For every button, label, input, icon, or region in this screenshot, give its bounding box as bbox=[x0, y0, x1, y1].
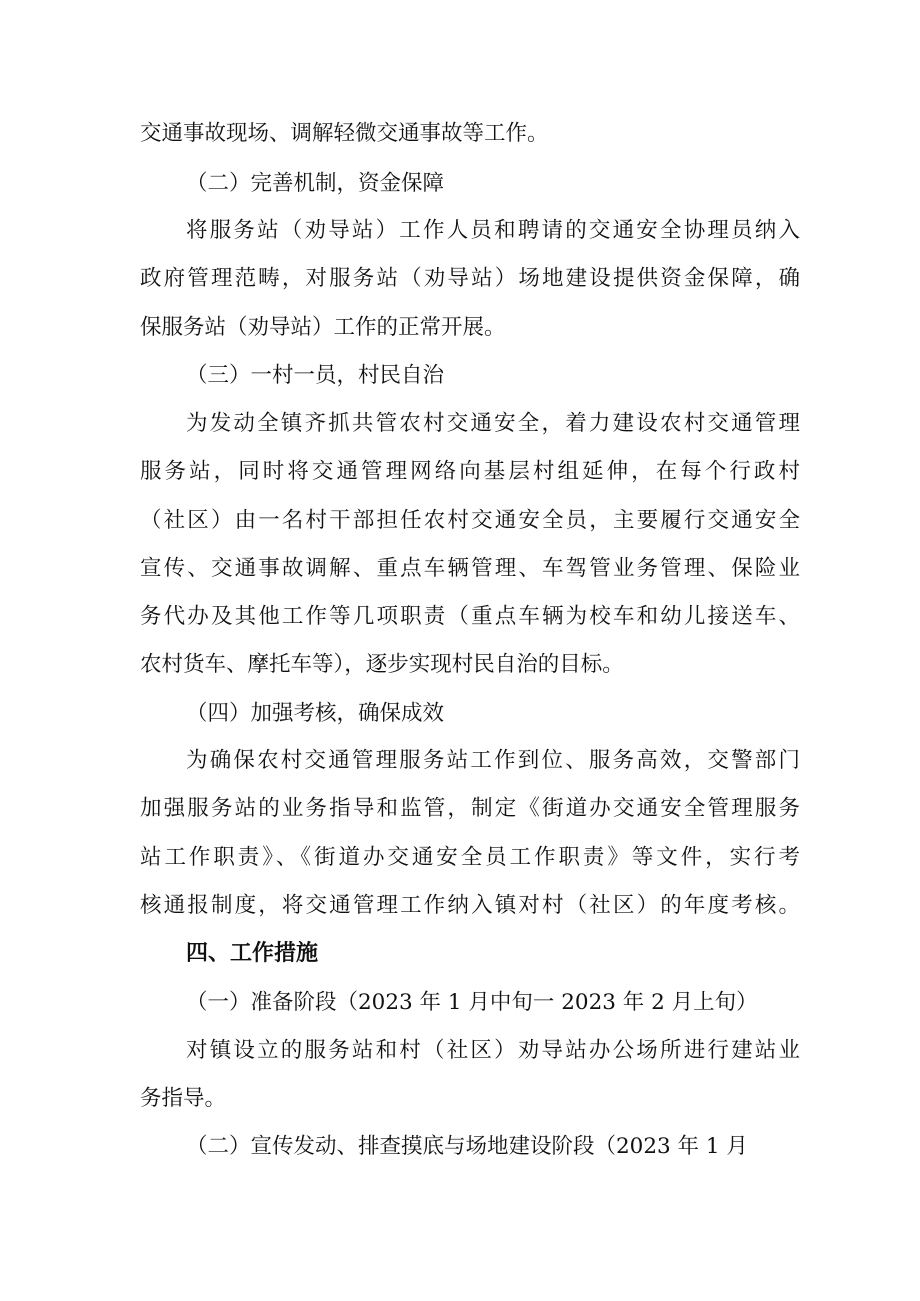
subsection-heading: （三）一村一员，村民自治 bbox=[186, 363, 445, 388]
paragraph-line: 政府管理范畴，对服务站（劝导站）场地建设提供资金保障，确 bbox=[140, 266, 800, 291]
paragraph-line: 对镇设立的服务站和村（社区）劝导站办公场所进行建站业 bbox=[186, 1038, 800, 1063]
paragraph-line: 宣传、交通事故调解、重点车辆管理、车驾管业务管理、保险业 bbox=[140, 556, 800, 581]
paragraph-line: 加强服务站的业务指导和监管，制定《街道办交通安全管理服务 bbox=[140, 796, 800, 821]
section-heading: 四、工作措施 bbox=[186, 941, 319, 966]
paragraph-line: 务代办及其他工作等几项职责（重点车辆为校车和幼儿接送车、 bbox=[140, 604, 800, 629]
paragraph-line: 为发动全镇齐抓共管农村交通安全，着力建设农村交通管理 bbox=[186, 411, 800, 436]
paragraph-line: 农村货车、摩托车等），逐步实现村民自治的目标。 bbox=[140, 652, 624, 677]
paragraph-line: 服务站，同时将交通管理网络向基层村组延伸，在每个行政村 bbox=[140, 459, 800, 484]
subsection-heading: （二）完善机制，资金保障 bbox=[186, 171, 445, 196]
subsection-heading: （二）宣传发动、排查摸底与场地建设阶段（2023 年 1 月 bbox=[186, 1134, 748, 1159]
paragraph-line: 务指导。 bbox=[140, 1086, 227, 1111]
subsection-heading: （一）准备阶段（2023 年 1 月中旬一 2023 年 2 月上旬） bbox=[186, 990, 758, 1015]
paragraph-line: 保服务站（劝导站）工作的正常开展。 bbox=[140, 315, 506, 340]
subsection-heading: （四）加强考核，确保成效 bbox=[186, 701, 445, 726]
paragraph-line: （社区）由一名村干部担任农村交通安全员，主要履行交通安全 bbox=[140, 508, 800, 533]
paragraph-line: 交通事故现场、调解轻微交通事故等工作。 bbox=[140, 121, 549, 146]
paragraph-line: 将服务站（劝导站）工作人员和聘请的交通安全协理员纳入 bbox=[186, 218, 800, 243]
paragraph-line: 核通报制度，将交通管理工作纳入镇对村（社区）的年度考核。 bbox=[140, 893, 800, 918]
paragraph-line: 为确保农村交通管理服务站工作到位、服务高效，交警部门 bbox=[186, 748, 800, 773]
paragraph-line: 站工作职责》、《街道办交通安全员工作职责》等文件，实行考 bbox=[140, 845, 800, 870]
